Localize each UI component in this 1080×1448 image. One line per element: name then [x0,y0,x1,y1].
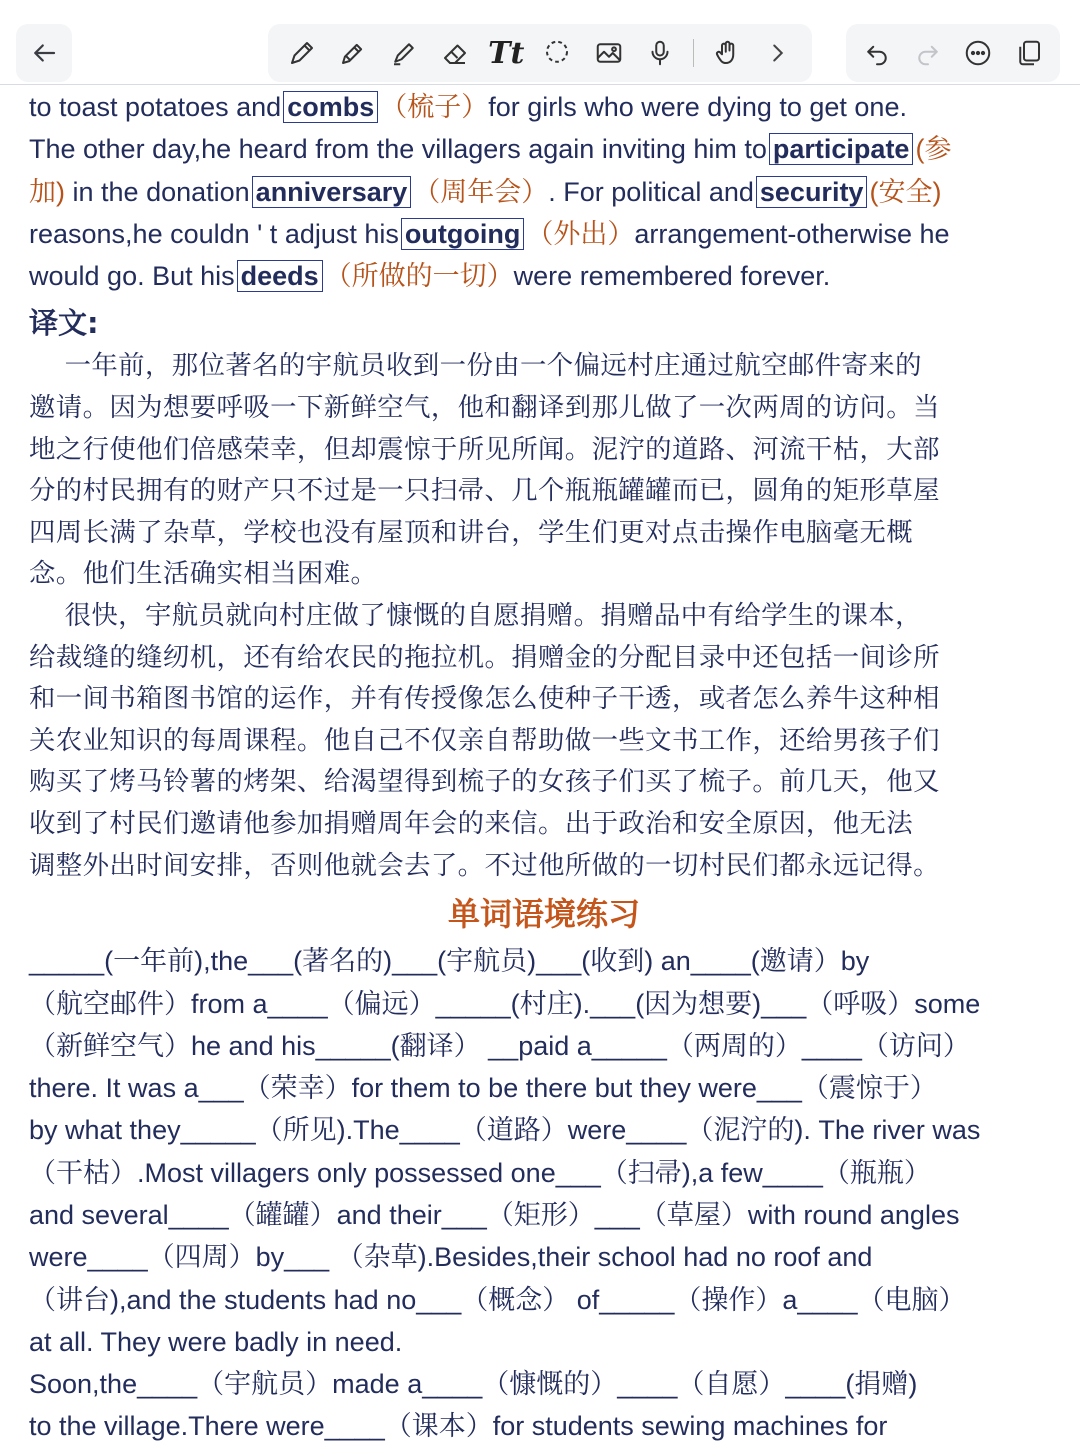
exercise-line: at all. They were badly in need. [29,1326,403,1357]
back-button[interactable] [16,24,72,82]
translation-body [29,345,1059,886]
exercise-line: （航空邮件）from a____（偏远）_____(村庄).___(因为想要)___（呼吸）some [29,988,981,1019]
image-icon[interactable] [591,35,627,71]
exercise-line: （讲台),and the students had no___（概念） of_____（操作）a____（电脑） [29,1284,966,1315]
eraser-icon[interactable] [437,35,473,71]
vocab-word: combs [283,91,378,123]
pages-icon[interactable] [1011,35,1047,71]
exercise-line: were____（四周）by___ （杂草).Besides,their school had no roof and [29,1242,873,1273]
microphone-icon[interactable] [642,35,678,71]
lasso-icon[interactable] [539,35,575,71]
translation-line: 地之行使他们倍感荣幸，但却震惊于所见所闻。泥泞的道路、河流干枯，大部 [29,433,940,465]
exercise-title: 单词语境练习 [447,895,640,934]
exercise-line: and several____（罐罐）and their___（矩形）___（草屋）with round angles [29,1199,960,1230]
translation-line: 邀请。因为想要呼吸一下新鲜空气，他和翻译到那儿做了一次两周的访问。当 [29,392,940,424]
translation-heading: 译文: [29,306,99,341]
vocab-word: participate [769,133,914,165]
passage-line: reasons,he couldn ' t adjust his outgoing （外出）arrangement-otherwise he [29,218,950,249]
translation-line: 购买了烤马铃薯的烤架、给渴望得到梳子的女孩子们买了梳子。前几天，他又 [29,766,940,798]
translation-line: 收到了村民们邀请他参加捐赠周年会的来信。出于政治和安全原因，他无法 [29,808,914,840]
gesture-icon[interactable] [709,35,745,71]
back-arrow-icon [26,35,62,71]
exercise-line: by what they_____（所见).The____（道路）were____（泥泞的). The river was [29,1115,981,1146]
toolbar-separator [693,39,694,67]
translation-line: 念。他们生活确实相当困难。 [29,558,378,590]
exercise-line: _____(一年前),the___(著名的)___(宇航员)___(收到) an____(邀请）by [29,946,870,977]
vocab-word: security [756,176,868,208]
vocab-word: anniversary [252,176,412,208]
translation-line: 很快，宇航员就向村庄做了慷慨的自愿捐赠。捐赠品中有给学生的课本， [29,600,922,632]
passage-line: The other day,he heard from the villagers again inviting him to participate (参 [29,134,952,165]
pencil-icon[interactable] [335,35,371,71]
exercise-line: Soon,the____（宇航员）made a____（慷慨的）____（自愿）____(捐赠) [29,1369,918,1400]
chevron-right-icon[interactable] [760,35,796,71]
translation-line: 和一间书箱图书馆的运作，并有传授像怎么使种子干透，或者怎么养牛这种相 [29,683,940,715]
translation-line: 分的村民拥有的财产只不过是一只扫帚、几个瓶瓶罐罐而已，圆角的矩形草屋 [29,475,940,507]
top-toolbar [0,0,1080,85]
passage-line: 加) in the donation anniversary （周年会）. For political and security (安全) [29,176,942,207]
exercise-body [29,940,1059,1448]
document-page [29,86,1059,1448]
pen-icon[interactable] [284,35,320,71]
exercise-line: （新鲜空气）he and his_____(翻译） __paid a_____（两周的）____（访问） [29,1030,970,1061]
document-actions [846,24,1060,82]
redo-icon[interactable] [910,35,946,71]
exercise-line: there. It was a___（荣幸）for them to be there but they were___（震惊于） [29,1073,937,1104]
passage-line: to toast potatoes and combs （梳子）for girls who were dying to get one. [29,92,907,122]
translation-line: 关农业知识的每周课程。他自己不仅亲自帮助做一些文书工作，还给男孩子们 [29,724,940,756]
translation-line: 一年前，那位著名的宇航员收到一份由一个偏远村庄通过航空邮件寄来的 [29,350,922,382]
exercise-line: to the village.There were____（课本）for students sewing machines for [29,1411,888,1442]
vocab-word: deeds [237,260,323,292]
exercise-line: （干枯）.Most villagers only possessed one___（扫帚),a few____（瓶瓶） [29,1157,931,1188]
highlighter-icon[interactable] [386,35,422,71]
undo-icon[interactable] [859,35,895,71]
text-tool-icon[interactable]: Tt [488,35,525,71]
translation-line: 四周长满了杂草，学校也没有屋顶和讲台，学生们更对点击操作电脑毫无概 [29,516,914,548]
vocab-word: outgoing [401,218,524,250]
tool-palette [268,24,812,82]
more-icon[interactable] [960,35,996,71]
translation-line: 调整外出时间安排，否则他就会去了。不过他所做的一切村民们都永远记得。 [29,849,940,881]
translation-line: 给裁缝的缝纫机，还有给农民的拖拉机。捐赠金的分配目录中还包括一间诊所 [29,641,940,673]
passage-line: would go. But his deeds （所做的一切）were remembered forever. [29,261,831,292]
